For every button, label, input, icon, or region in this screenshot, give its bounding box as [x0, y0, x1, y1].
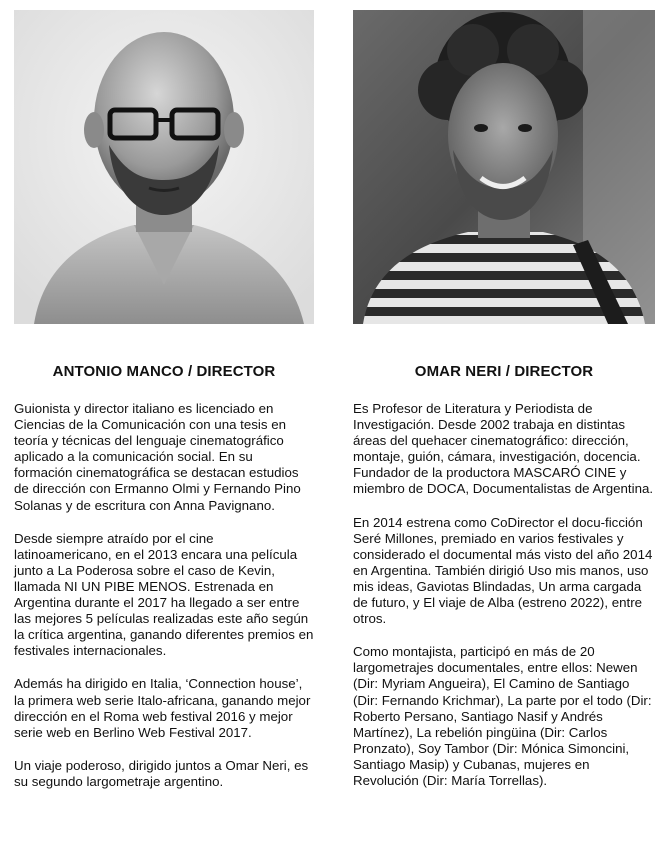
bio-paragraph: Es Profesor de Literatura y Periodista de Investigación. Desde 2002 trabaja en distintas áreas del quehacer cinematográfico: dirección, montaje, guión, cámara, investigación, docencia. Fundador de la productora MASCARÓ CINE y miembro de DOCA, Documentalistas de Argentina. — [353, 401, 654, 497]
bio-paragraph: Además ha dirigido en Italia, ‘Connection house’, la primera web serie Italo-africana, ganando mejor dirección en el Roma web festival 2016 y mejor serie web en Berlino Web Festival 2017. — [14, 676, 311, 740]
director-name-title: OMAR NERI / DIRECTOR — [414, 363, 594, 380]
bio-paragraph: Guionista y director italiano es licenciado en Ciencias de la Comunicación con una tesis en teoría y técnicas del lenguaje cinematográfico aplicado a la comunicación social. En su formación cinematográfica se destacan estudios de dirección con Ermanno Olmi y Fernando Pino Solanas y de escritura con Anna Pavignano. — [14, 401, 301, 513]
bio-paragraph: Desde siempre atraído por el cine latinoamericano, en el 2013 encara una película junto a La Poderosa sobre el caso de Kevin, llamada NI UN PIBE MENOS. Estrenada en Argentina durante el 2017 ha llegado a ser entre las mejores 5 películas realizadas este año según la crítica argentina, ganando diferentes premios en festivales internacionales. — [14, 530, 314, 659]
bio-paragraph: En 2014 estrena como CoDirector el docu-ficción Seré Millones, premiado en varios festivales y considerado el documental más visto del año 2014 en Argentina. También dirigió Uso mis manos, uso mis ideas, Gaviotas Blindadas, Un arma cargada de futuro, y El viaje de Alba (estreno 2022), entre otros. — [353, 514, 653, 627]
bio-paragraph: Un viaje poderoso, dirigido juntos a Omar Neri, es su segundo largometraje argentino. — [14, 757, 309, 789]
director-biography — [14, 401, 314, 807]
director-name-title: ANTONIO MANCO / DIRECTOR — [52, 363, 276, 380]
antonio-manco-photo — [14, 10, 314, 324]
omar-neri-photo — [353, 10, 655, 324]
portrait-photo-icon — [353, 10, 655, 324]
bio-paragraph: Como montajista, participó en más de 20 largometrajes documentales, entre ellos: Newen (Dir: Myriam Angueira), El Camino de Santiago (Dir: Fernando Krichmar), La parte por el todo (Dir: Roberto Persano, Santiago Nasif y Andrés Martínez), La rebelión pingüina (Dir: Carlos Pronzato), Soy Tambor (Dir: Mónica Simoncini, Santiago Masip) y Cubanas, mujeres en Revolución (Dir: María Torrellas). — [353, 644, 652, 788]
director-biography — [353, 401, 655, 806]
portrait-photo-icon — [14, 10, 314, 324]
